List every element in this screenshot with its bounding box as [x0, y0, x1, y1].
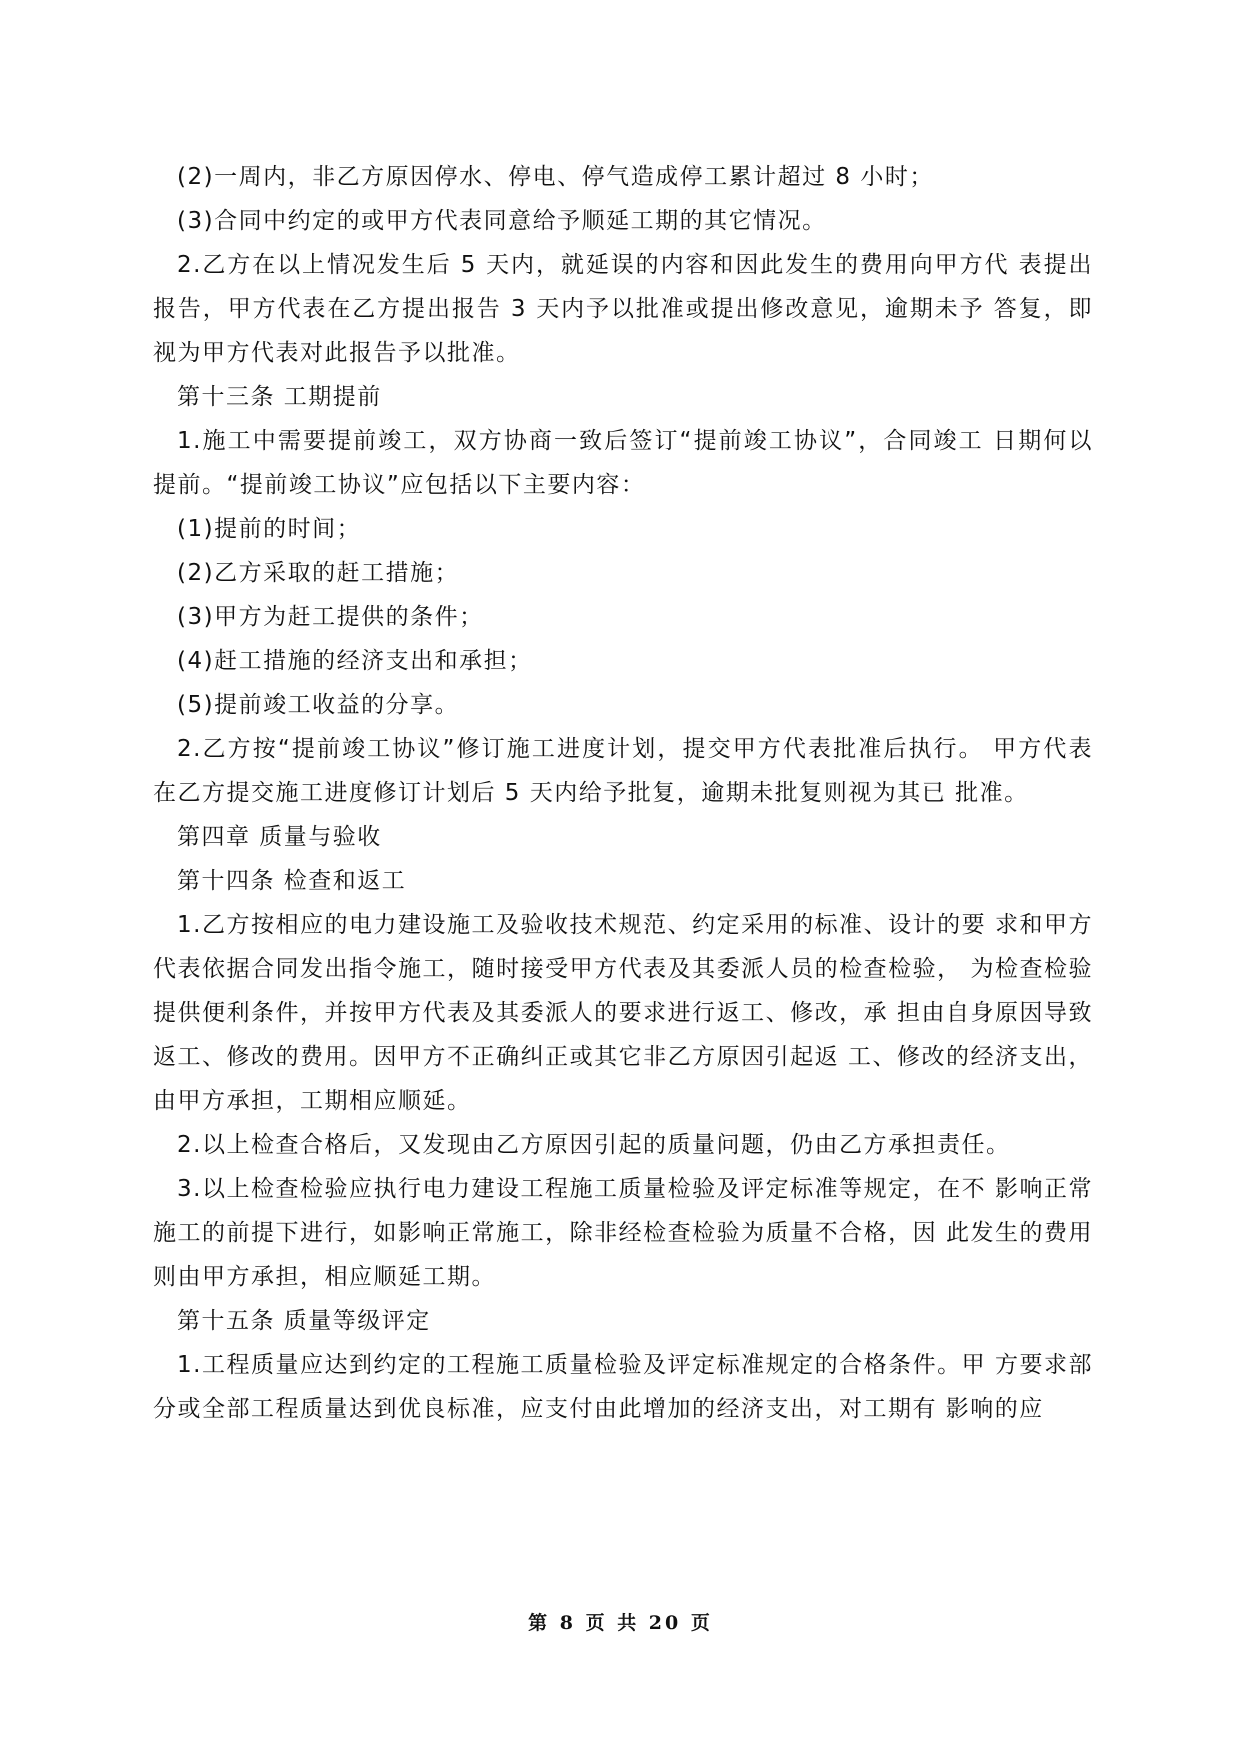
- article-15-heading: 第十五条 质量等级评定: [177, 1308, 431, 1334]
- list-item-4: (4)赶工措施的经济支出和承担；: [177, 648, 533, 674]
- article-14-heading: 第十四条 检查和返工: [177, 868, 407, 894]
- list-item-3: (3)甲方为赶工提供的条件；: [177, 604, 484, 630]
- clause-item-3: (3)合同中约定的或甲方代表同意给予顺延工期的其它情况。: [177, 208, 827, 234]
- article-14-paragraph-1: 1.乙方按相应的电力建设施工及验收技术规范、约定采用的标准、设计的要 求和甲方代表依据合同发出指令施工，随时接受甲方代表及其委派人员的检查检验， 为检查检验提供便利条件，并按甲方代表及其委派人的要求进行返工、修改，承 担由自身原因导致返工、修改的费用。因甲方不正确纠正或其它非乙方原因引起返 工、修改的经济支出，由甲方承担，工期相应顺延。: [153, 912, 1093, 1114]
- document-body: [153, 155, 1093, 1431]
- list-item-2: (2)乙方采取的赶工措施；: [177, 560, 460, 586]
- article-13-paragraph-2: 2.乙方按“提前竣工协议”修订施工进度计划，提交甲方代表批准后执行。 甲方代表在乙方提交施工进度修订计划后 5 天内给予批复，逾期未批复则视为其已 批准。: [153, 736, 1093, 806]
- article-13-heading: 第十三条 工期提前: [177, 384, 382, 410]
- chapter-4-heading: 第四章 质量与验收: [177, 824, 382, 850]
- clause-item-2: (2)一周内，非乙方原因停水、停电、停气造成停工累计超过 8 小时；: [177, 164, 934, 190]
- page-number-footer: 第 8 页 共 20 页: [528, 1612, 713, 1634]
- article-14-paragraph-2: 2.以上检查合格后，又发现由乙方原因引起的质量问题，仍由乙方承担责任。: [177, 1132, 1011, 1158]
- article-14-paragraph-3: 3.以上检查检验应执行电力建设工程施工质量检验及评定标准等规定，在不 影响正常施工的前提下进行，如影响正常施工，除非经检查检验为质量不合格，因 此发生的费用则由甲方承担，相应顺延工期。: [153, 1176, 1093, 1290]
- list-item-5: (5)提前竣工收益的分享。: [177, 692, 460, 718]
- clause-paragraph-2: 2.乙方在以上情况发生后 5 天内，就延误的内容和因此发生的费用向甲方代 表提出报告，甲方代表在乙方提出报告 3 天内予以批准或提出修改意见，逾期未予 答复，即视为甲方代表对此报告予以批准。: [153, 252, 1093, 366]
- article-15-paragraph-1: 1.工程质量应达到约定的工程施工质量检验及评定标准规定的合格条件。甲 方要求部分或全部工程质量达到优良标准，应支付由此增加的经济支出，对工期有 影响的应: [153, 1352, 1093, 1422]
- list-item-1: (1)提前的时间；: [177, 516, 362, 542]
- article-13-paragraph-1: 1.施工中需要提前竣工，双方协商一致后签订“提前竣工协议”，合同竣工 日期何以提前。“提前竣工协议”应包括以下主要内容：: [153, 428, 1093, 498]
